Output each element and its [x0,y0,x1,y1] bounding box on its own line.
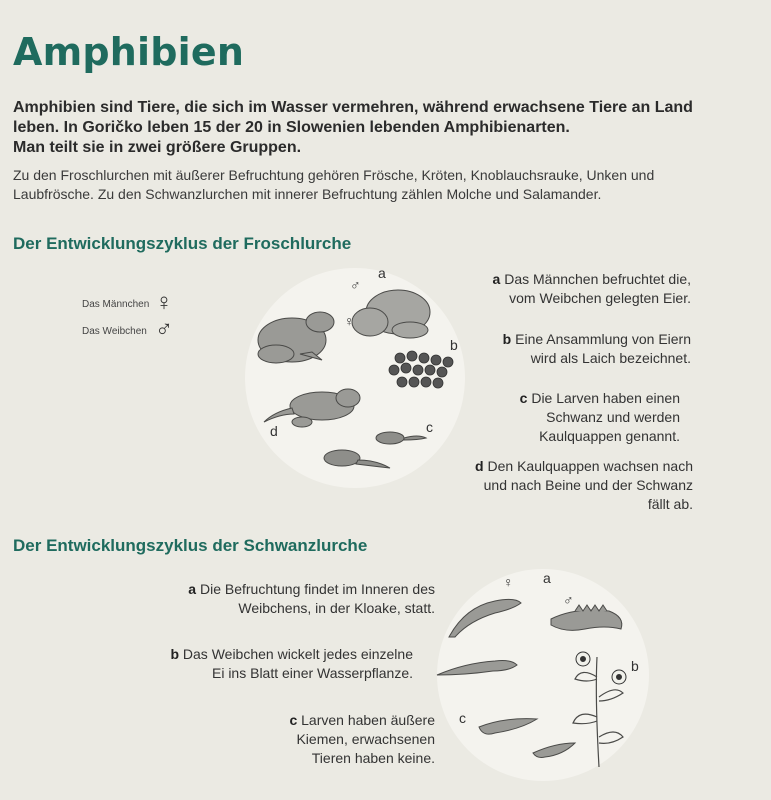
caption-line: Eine Ansammlung von Eiern [515,331,691,347]
newt-caption-c [289,711,435,768]
caption-letter: c [519,390,528,406]
newt-female-symbol-icon: ♀ [503,574,514,590]
caption-line: Die Larven haben einen [531,390,680,406]
newt-male-symbol-icon: ♂ [563,592,574,608]
page-title: Amphibien [13,30,245,74]
frog-caption-b [503,330,691,368]
frog-cycle-figure [240,262,470,494]
caption-line: wird als Laich bezeichnet. [530,350,691,366]
caption-letter: d [475,458,484,474]
frog-caption-a [493,270,691,308]
caption-line: vom Weibchen gelegten Eier. [509,290,691,306]
caption-line: Weibchens, in der Kloake, statt. [238,600,435,616]
caption-letter: a [492,271,501,287]
caption-line: Kaulquappen genannt. [539,428,680,444]
caption-letter: b [170,646,180,662]
caption-letter: b [502,331,512,347]
legend-female [82,316,173,343]
sub-line: Zu den Froschlurchen mit äußerer Befruchtung gehören Frösche, Kröten, Knoblauchsrauke, Unken und [13,167,655,183]
caption-line: Ei ins Blatt einer Wasserpflanze. [211,665,413,681]
male-symbol-icon: ♂ [155,316,173,343]
newt-cycle-figure [425,567,661,783]
sub-text [13,166,758,204]
frog-caption-d [475,457,693,514]
legend-label: Das Männchen [82,299,150,310]
newt-label-c: c [459,710,466,726]
frog-label-a: a [378,265,386,281]
frog-label-b: b [450,337,458,353]
frog-caption-c [520,389,680,446]
newt-label-b: b [631,658,639,674]
frog-male-symbol-icon: ♂ [350,277,361,293]
newt-section-heading: Der Entwicklungszyklus der Schwanzlurche [13,536,368,555]
sub-line: Laubfrösche. Zu den Schwanzlurchen mit innerer Befruchtung zählen Molche und Salamander. [13,186,602,202]
frog-female-symbol-icon: ♀ [344,313,355,329]
legend-label: Das Weibchen [82,326,147,337]
caption-line: Den Kaulquappen wachsen nach [487,458,693,474]
newt-caption-b [170,645,413,683]
caption-letter: c [289,712,298,728]
intro-line: Amphibien sind Tiere, die sich im Wasser vermehren, während erwachsene Tiere an Land [13,99,693,116]
caption-line: Schwanz und werden [546,409,680,425]
female-symbol-icon: ♀ [155,289,173,316]
caption-line: fällt ab. [647,496,693,512]
intro-line: Man teilt sie in zwei größere Gruppen. [13,139,302,156]
caption-line: Larven haben äußere [301,712,435,728]
caption-line: Die Befruchtung findet im Inneren des [199,581,435,597]
caption-line: Das Weibchen wickelt jedes einzelne [182,646,413,662]
caption-line: Das Männchen befruchtet die, [504,271,691,287]
caption-line: Tieren haben keine. [311,750,435,766]
caption-letter: a [188,581,197,597]
newt-label-a: a [543,570,551,586]
legend-male [82,289,173,316]
frog-section-heading: Der Entwicklungszyklus der Froschlurche [13,234,352,253]
caption-line: und nach Beine und der Schwanz [483,477,693,493]
caption-line: Kiemen, erwachsenen [296,731,435,747]
frog-label-d: d [270,423,278,439]
intro-text [13,98,753,158]
frog-label-c: c [426,419,433,435]
newt-caption-a [188,580,435,618]
intro-line: leben. In Goričko leben 15 der 20 in Slowenien lebenden Amphibienarten. [13,119,570,136]
